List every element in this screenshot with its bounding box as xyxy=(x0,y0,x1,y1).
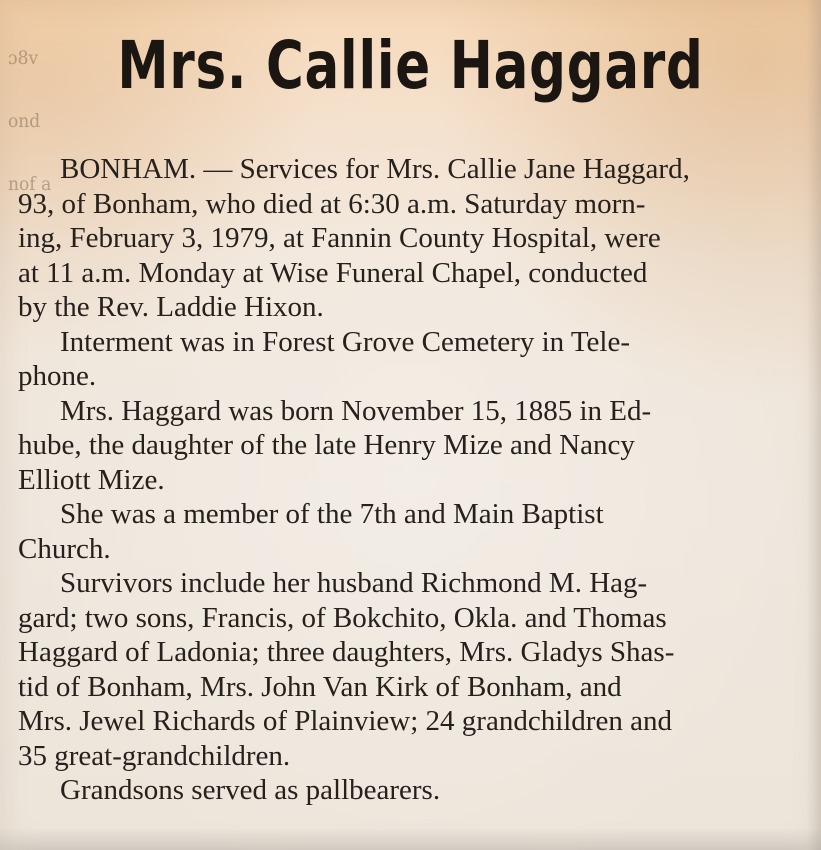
obituary-headline: Mrs. Callie Haggard xyxy=(117,27,704,104)
text-line: Haggard of Ladonia; three daughters, Mrs. Gladys Shas- xyxy=(18,636,675,668)
text-line: She was a member of the 7th and Main Baptist xyxy=(60,498,604,530)
text-line: BONHAM. — Services for Mrs. Callie Jane Haggard, xyxy=(60,153,690,185)
paper-shadow-bottom xyxy=(0,828,821,850)
text-line: hube, the daughter of the late Henry Mize and Nancy xyxy=(18,429,635,461)
text-line: Mrs. Jewel Richards of Plainview; 24 grandchildren and xyxy=(18,705,672,737)
text-line: gard; two sons, Francis, of Bokchito, Okla. and Thomas xyxy=(18,601,667,634)
paragraph-survivors xyxy=(18,566,814,773)
bleed-line: ɔ8v xyxy=(8,47,39,69)
obituary-body xyxy=(18,152,814,808)
text-line: Elliott Mize. xyxy=(18,463,165,496)
bleed-line: ond xyxy=(8,110,41,132)
text-line: 35 great-grandchildren. xyxy=(18,739,291,772)
bleed-line: nof a xyxy=(8,173,52,195)
text-line: Grandsons served as pallbearers. xyxy=(60,774,441,806)
text-line: 93, of Bonham, who died at 6:30 a.m. Saturday morn- xyxy=(18,187,646,220)
paragraph-services xyxy=(18,152,814,325)
paragraph-pallbearers xyxy=(18,773,814,808)
text-line: tid of Bonham, Mrs. John Van Kirk of Bonham, and xyxy=(18,670,622,703)
text-line: phone. xyxy=(18,360,97,392)
paragraph-birth xyxy=(18,394,814,498)
paragraph-church xyxy=(18,497,814,566)
text-line: Mrs. Haggard was born November 15, 1885 in Ed- xyxy=(60,394,652,427)
text-line: by the Rev. Laddie Hixon. xyxy=(18,291,324,323)
text-line: Survivors include her husband Richmond M. Hag- xyxy=(60,567,648,599)
paragraph-interment xyxy=(18,325,814,394)
text-line: Church. xyxy=(18,532,111,565)
text-line: ing, February 3, 1979, at Fannin County Hospital, were xyxy=(18,222,661,254)
text-line: at 11 a.m. Monday at Wise Funeral Chapel, conducted xyxy=(18,256,648,289)
text-line: Interment was in Forest Grove Cemetery in Tele- xyxy=(60,325,631,358)
